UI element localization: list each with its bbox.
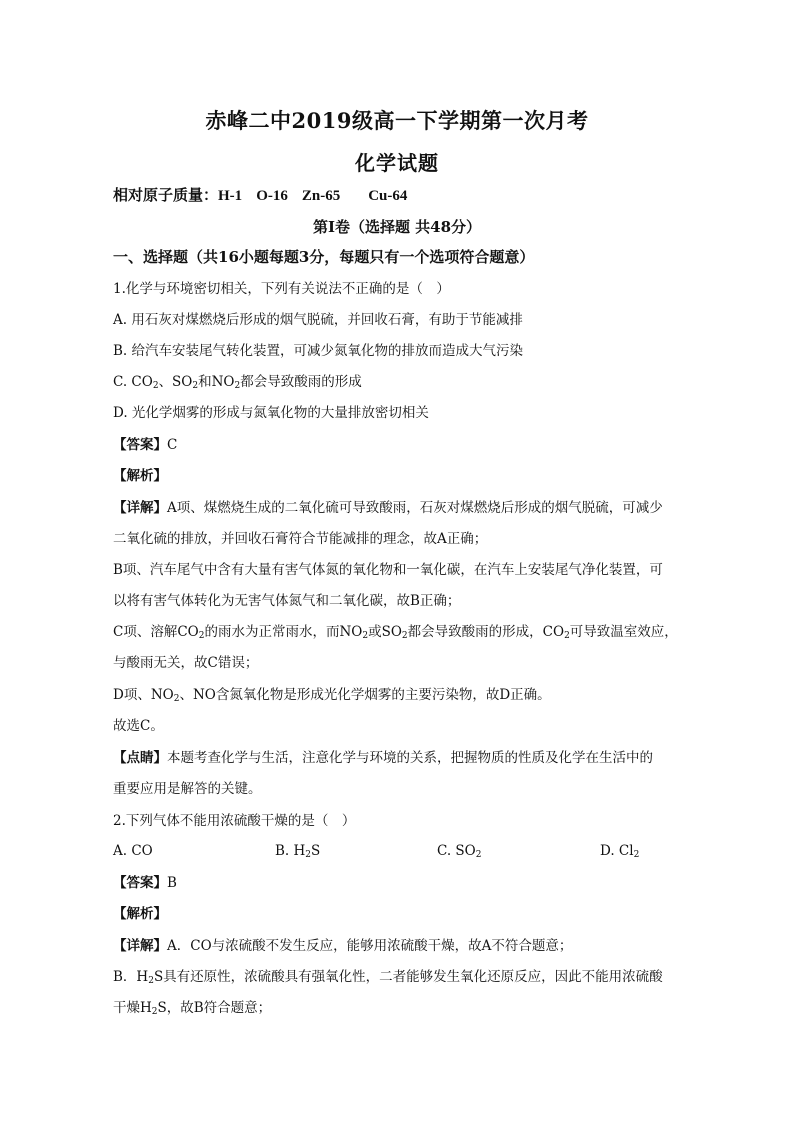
exam-title: 赤峰二中2019级高一下学期第一次月考 xyxy=(205,108,589,133)
q1-option-b: B. 给汽车安装尾气转化装置，可减少氮氧化物的排放而造成大气污染 xyxy=(113,343,524,359)
atomic-mass-line xyxy=(113,186,693,206)
q1-tip-line-1: 【点睛】本题考查化学与生活，注意化学与环境的关系，把握物质的性质及化学在生活中的 xyxy=(113,750,653,766)
q1-detail-line-6: 与酸雨无关，故C错误； xyxy=(113,655,259,671)
part-title: 第Ⅰ卷（选择题 共48分） xyxy=(312,218,482,236)
exam-subtitle: 化学试题 xyxy=(355,151,439,175)
atomic-mass-o: O-16 xyxy=(256,188,288,204)
q1-conclusion: 故选C。 xyxy=(113,718,164,734)
q2-option-c: C. $SO_2$ xyxy=(437,843,482,860)
q1-detail-line-5: C项、溶解$CO_2$的雨水为正常雨水，而$NO_2$或$SO_2$都会导致酸雨的形成，$CO_2$可导致温室效应， xyxy=(113,624,678,641)
q1-c-prefix: C. CO xyxy=(113,374,153,390)
q1-analysis-label: 【解析】 xyxy=(113,468,167,484)
q1-stem: 1.化学与环境密切相关，下列有关说法不正确的是（ ） xyxy=(113,281,450,297)
q1-detail-line-2: 二氧化硫的排放，并回收石膏符合节能减排的理念，故A正确； xyxy=(113,531,488,547)
q1-option-d: D. 光化学烟雾的形成与氮氧化物的大量排放密切相关 xyxy=(113,405,429,421)
atomic-mass-zn: Zn-65 xyxy=(301,188,341,204)
detail-label: 【详解】 xyxy=(113,500,167,516)
q2-option-a: A. CO xyxy=(113,843,153,859)
q2-options xyxy=(113,843,693,863)
q2-detail-line-1: 【详解】A．CO与浓硫酸不发生反应，能够用浓硫酸干燥，故A不符合题意； xyxy=(113,938,573,954)
q1-detail-line-7: D项、$NO_2$、NO含氮氧化物是形成光化学烟雾的主要污染物，故D正确。 xyxy=(113,687,551,704)
q1-detail-line-1: 【详解】A项、煤燃烧生成的二氧化硫可导致酸雨，石灰对煤燃烧后形成的烟气脱硫，可减少 xyxy=(113,500,663,516)
q2-option-d: D. $Cl_2$ xyxy=(600,843,640,860)
q2-option-b: B. $H_2S$ xyxy=(275,843,321,860)
answer-value: B xyxy=(167,875,177,891)
q1-tip-line-2: 重要应用是解答的关键。 xyxy=(113,781,262,797)
atomic-mass-cu: Cu-64 xyxy=(368,188,408,204)
answer-value: C xyxy=(167,437,178,453)
detail-label: 【详解】 xyxy=(113,938,167,954)
tip-label: 【点睛】 xyxy=(113,750,167,766)
q2-analysis-label: 【解析】 xyxy=(113,906,167,922)
answer-label: 【答案】 xyxy=(113,875,167,891)
q2-answer xyxy=(113,873,693,893)
atomic-mass-h: H-1 xyxy=(218,188,243,204)
q1-option-a: A. 用石灰对煤燃烧后形成的烟气脱硫，并回收石膏，有助于节能减排 xyxy=(113,312,523,328)
q1-detail-line-3: B项、汽车尾气中含有大量有害气体氮的氧化物和一氧化碳，在汽车上安装尾气净化装置，可 xyxy=(113,562,663,578)
answer-label: 【答案】 xyxy=(113,437,167,453)
q1-option-c: C. $CO_2$、$SO_2$和$NO_2$都会导致酸雨的形成 xyxy=(113,374,362,391)
q2-detail-line-3: 干燥$H_2S$，故B符合题意； xyxy=(113,1000,272,1017)
section-title: 一、选择题（共16小题每题3分，每题只有一个选项符合题意） xyxy=(113,248,535,266)
q2-detail-line-2: B．$H_2S$具有还原性，浓硫酸具有强氧化性，二者能够发生氧化还原反应，因此不能用浓硫酸 xyxy=(113,969,663,986)
q2-stem: 2.下列气体不能用浓硫酸干燥的是（ ） xyxy=(113,813,356,829)
q1-answer xyxy=(113,435,693,455)
q1-detail-line-4: 以将有害气体转化为无害气体氮气和二氧化碳，故B正确； xyxy=(113,593,461,609)
atomic-mass-label: 相对原子质量： xyxy=(113,188,219,204)
